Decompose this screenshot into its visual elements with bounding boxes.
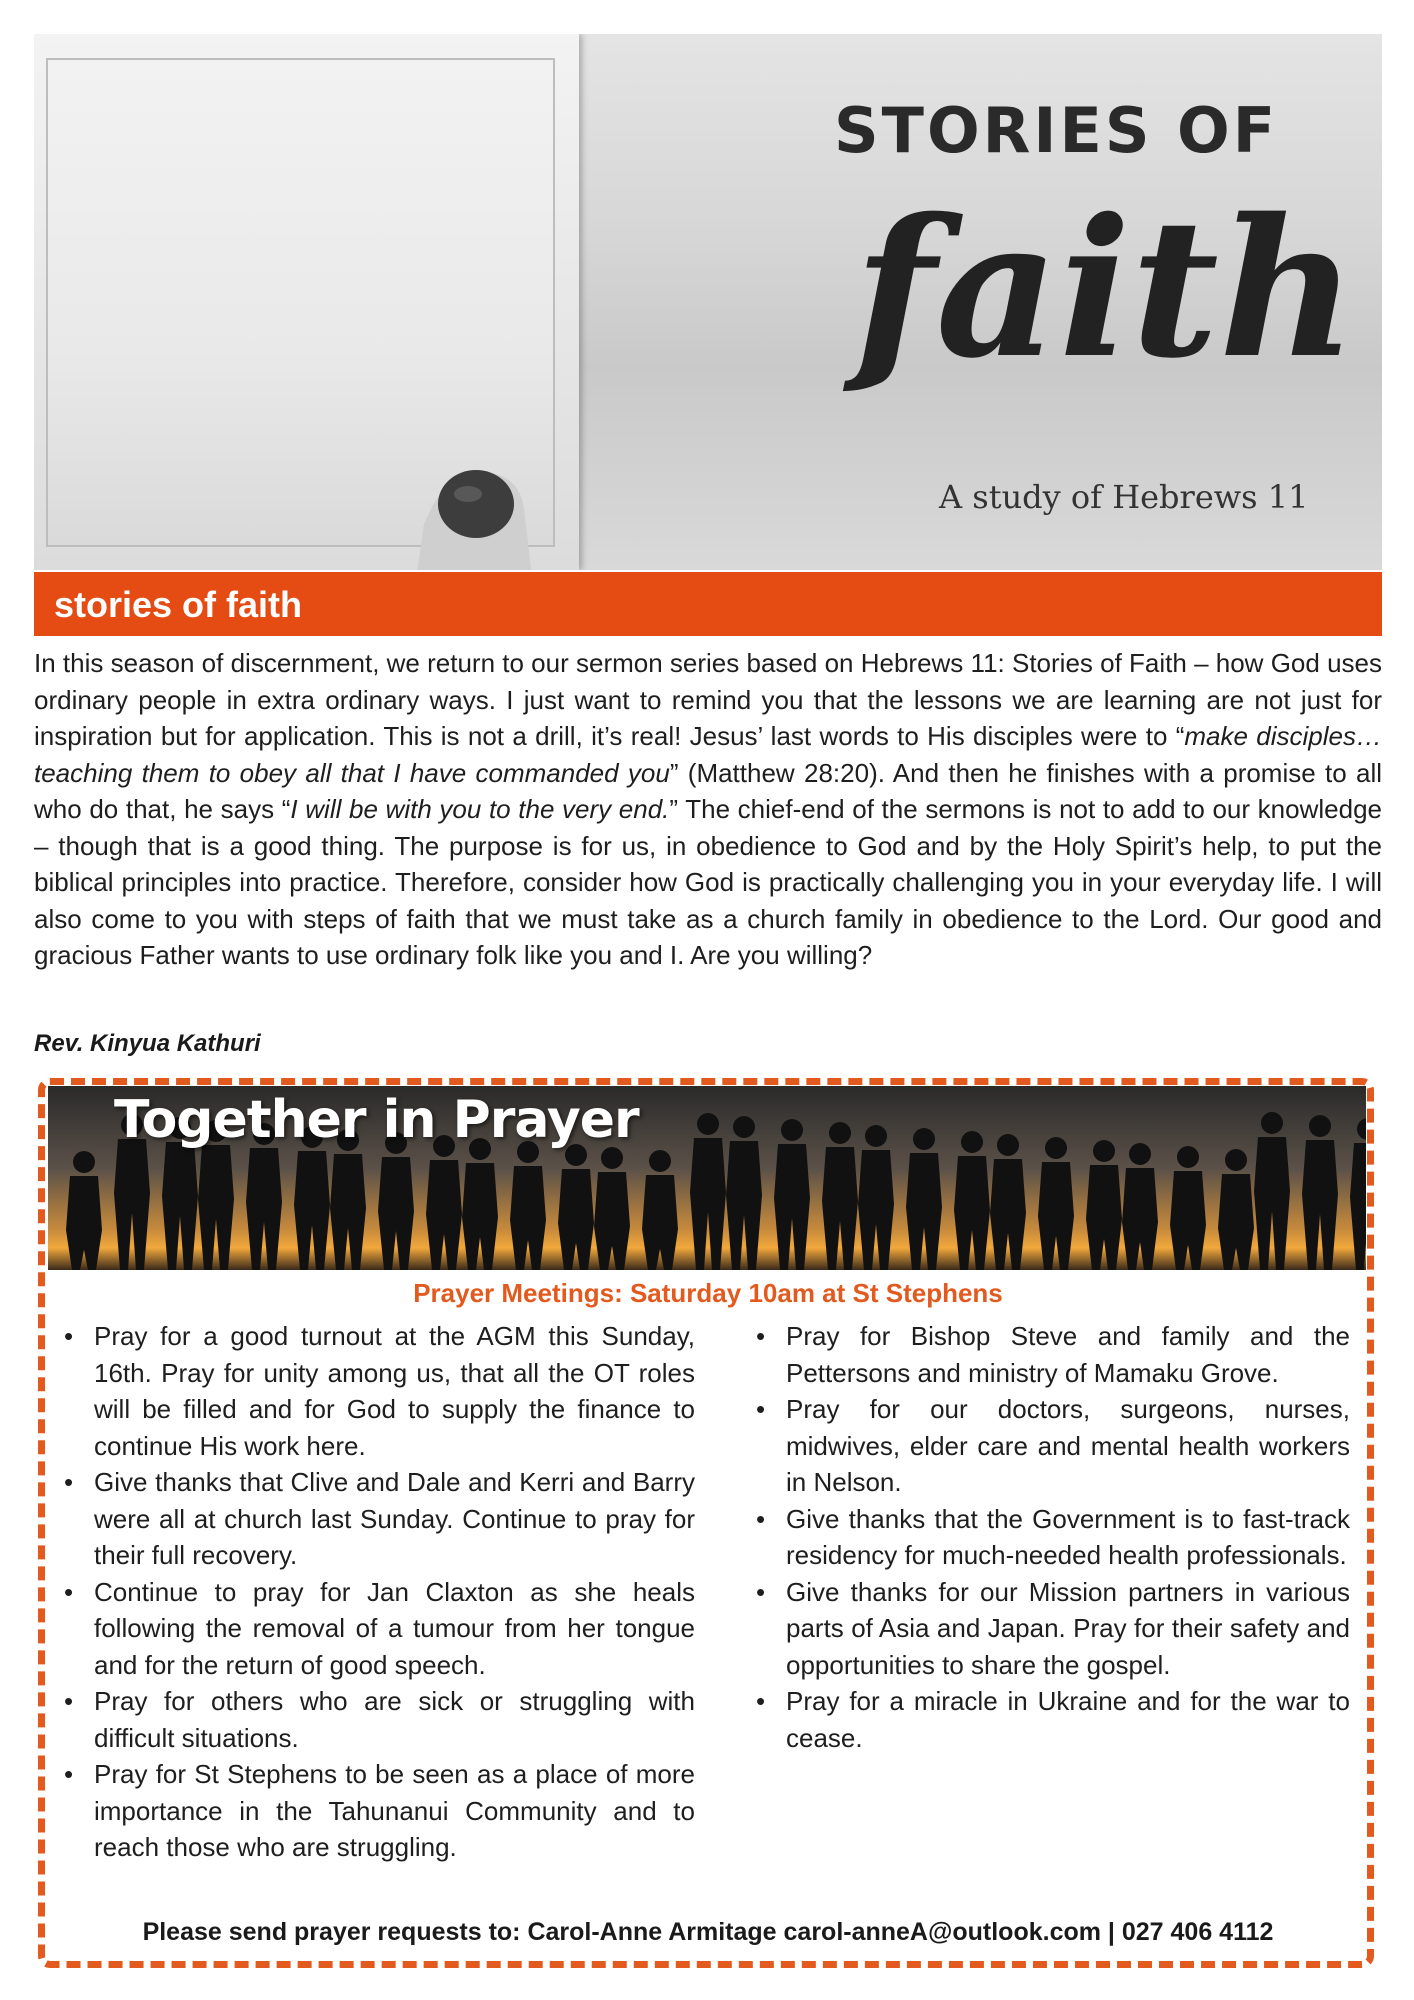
person-silhouette-body — [642, 1175, 678, 1270]
person-silhouette-body — [198, 1145, 234, 1270]
person-silhouette-body — [906, 1153, 942, 1270]
prayer-item — [752, 1318, 1350, 1391]
person-silhouette-body — [330, 1154, 366, 1270]
person-silhouette-head — [1309, 1115, 1331, 1137]
bullet-icon: • — [64, 1576, 74, 1607]
person-silhouette-body — [558, 1169, 594, 1270]
prayer-item — [752, 1501, 1350, 1574]
prayer-item — [752, 1574, 1350, 1684]
prayer-item-text: Pray for others who are sick or struggling with difficult situations. — [94, 1686, 695, 1753]
person-silhouette-head — [1357, 1118, 1366, 1140]
article-quote-2: I will be with you to the very end. — [290, 794, 670, 824]
article-quote-1: make disciples… teaching them to obey all that I have commanded you — [34, 721, 1382, 788]
bullet-icon: • — [756, 1576, 766, 1607]
person-silhouette-head — [865, 1125, 887, 1147]
person-silhouette-head — [1177, 1146, 1199, 1168]
person-silhouette-body — [66, 1176, 102, 1270]
person-silhouette-head — [997, 1134, 1019, 1156]
section-heading: stories of faith — [54, 584, 303, 625]
hero-banner-image — [34, 34, 1382, 570]
prayer-item-text: Give thanks for our Mission partners in various parts of Asia and Japan. Pray for their safety and opportunities to share the gospel. — [786, 1576, 1350, 1680]
bullet-icon: • — [64, 1686, 74, 1716]
person-silhouette-body — [774, 1144, 810, 1270]
finger-graphic — [384, 454, 564, 570]
person-silhouette-body — [1170, 1171, 1206, 1270]
bullet-icon: • — [756, 1394, 766, 1424]
person-silhouette-body — [510, 1166, 546, 1270]
person-silhouette-body — [426, 1160, 462, 1270]
hero-subtitle: A study of Hebrews 11 — [939, 478, 1309, 516]
person-silhouette-head — [829, 1122, 851, 1144]
article-text-3: ” The chief-end of the sermons is not to add to our knowledge – though that is a good thing. The purpose is for us, in obedience to God and by the Holy Spirit’s help, to put the biblical principles into practice. Therefore, consider how God is practically challenging you in your everyday life. I will also come to you with steps of faith that we must take as a church family in obedience to the Lord. Our good and gracious Father wants to use ordinary folk like you and I. Are you willing? — [34, 794, 1382, 970]
prayer-item — [752, 1683, 1350, 1756]
bullet-icon: • — [64, 1467, 74, 1497]
person-silhouette-head — [781, 1119, 803, 1141]
prayer-item — [60, 1464, 695, 1574]
person-silhouette-head — [913, 1128, 935, 1150]
person-silhouette-body — [246, 1148, 282, 1270]
person-silhouette-head — [73, 1151, 95, 1173]
hero-title-script: faith — [854, 177, 1357, 400]
prayer-list-right — [752, 1318, 1350, 1756]
article-body — [34, 645, 1382, 974]
prayer-item-text: Continue to pray for Jan Claxton as she heals following the removal of a tumour from her tongue and for the return of good speech. — [94, 1576, 695, 1680]
person-silhouette-head — [697, 1113, 719, 1135]
prayer-item — [60, 1574, 695, 1684]
prayer-item-text: Pray for St Stephens to be seen as a place of more importance in the Tahunanui Community and to reach those who are struggling. — [94, 1759, 695, 1862]
article-text-1: In this season of discernment, we return to our sermon series based on Hebrews 11: Stories of Faith – how God uses ordinary people in extra ordinary ways. I just want to remind you that the lessons we are learning are not just for inspiration but for application. This is not a drill, it’s real! Jesus’ last words to His disciples were to “ — [34, 648, 1382, 751]
person-silhouette-head — [649, 1150, 671, 1172]
hero-title-top: STORIES OF — [834, 94, 1279, 167]
person-silhouette-body — [726, 1141, 762, 1270]
bullet-icon: • — [756, 1686, 766, 1716]
prayer-item — [752, 1391, 1350, 1501]
person-silhouette-head — [733, 1116, 755, 1138]
prayer-item — [60, 1683, 695, 1756]
prayer-item-text: Pray for Bishop Steve and family and the Pettersons and ministry of Mamaku Grove. — [786, 1321, 1350, 1388]
bullet-icon: • — [64, 1759, 74, 1789]
person-silhouette-body — [954, 1156, 990, 1270]
person-silhouette-head — [601, 1147, 623, 1169]
person-silhouette-body — [594, 1172, 630, 1270]
prayer-item-text: Give thanks that the Government is to fast-track residency for much-needed health professionals. — [786, 1503, 1350, 1570]
person-silhouette-head — [1261, 1112, 1283, 1134]
prayer-item-text: Pray for our doctors, surgeons, nurses, midwives, elder care and mental health workers in Nelson. — [786, 1394, 1350, 1497]
person-silhouette-head — [1225, 1149, 1247, 1171]
prayer-meeting-info: Prayer Meetings: Saturday 10am at St Stephens — [413, 1278, 1003, 1308]
prayer-item-text: Give thanks that Clive and Dale and Kerri and Barry were all at church last Sunday. Continue to pray for their full recovery. — [94, 1467, 695, 1570]
person-silhouette-body — [1350, 1143, 1366, 1270]
person-silhouette-body — [1086, 1165, 1122, 1270]
person-silhouette-body — [690, 1138, 726, 1270]
person-silhouette-head — [1129, 1143, 1151, 1165]
person-silhouette-body — [114, 1139, 150, 1270]
article-text-2: ” (Matthew 28:20). And then he finishes with a promise to all who do that, he says “ — [34, 757, 1382, 824]
bullet-icon: • — [756, 1503, 766, 1534]
person-silhouette-body — [1254, 1137, 1290, 1270]
prayer-item-text: Pray for a miracle in Ukraine and for the war to cease. — [786, 1686, 1350, 1753]
person-silhouette-body — [1302, 1140, 1338, 1270]
person-silhouette-body — [990, 1159, 1026, 1270]
prayer-banner-title: Together in Prayer — [114, 1090, 639, 1150]
author-signature: Rev. Kinyua Kathuri — [34, 1030, 261, 1057]
bullet-icon: • — [756, 1321, 766, 1351]
person-silhouette-body — [462, 1163, 498, 1270]
person-silhouette-body — [822, 1147, 858, 1270]
prayer-item — [60, 1756, 695, 1866]
person-silhouette-body — [162, 1142, 198, 1270]
prayer-item — [60, 1318, 695, 1464]
prayer-banner-image — [48, 1086, 1366, 1270]
person-silhouette-body — [294, 1151, 330, 1270]
person-silhouette-body — [858, 1150, 894, 1270]
prayer-list-left — [60, 1318, 695, 1866]
person-silhouette-body — [1122, 1168, 1158, 1270]
bullet-icon: • — [64, 1321, 74, 1351]
section-header-bar — [34, 572, 1382, 636]
person-silhouette-head — [1045, 1137, 1067, 1159]
prayer-request-contact: Please send prayer requests to: Carol-Anne Armitage carol-anneA@outlook.com | 027 406 4112 — [142, 1918, 1274, 1946]
prayer-item-text: Pray for a good turnout at the AGM this Sunday, 16th. Pray for unity among us, that all the OT roles will be filled and for God to supply the finance to continue His work here. — [94, 1321, 695, 1461]
person-silhouette-head — [1093, 1140, 1115, 1162]
person-silhouette-body — [378, 1157, 414, 1270]
person-silhouette-body — [1218, 1174, 1254, 1270]
person-silhouette-head — [961, 1131, 983, 1153]
person-silhouette-body — [1038, 1162, 1074, 1270]
